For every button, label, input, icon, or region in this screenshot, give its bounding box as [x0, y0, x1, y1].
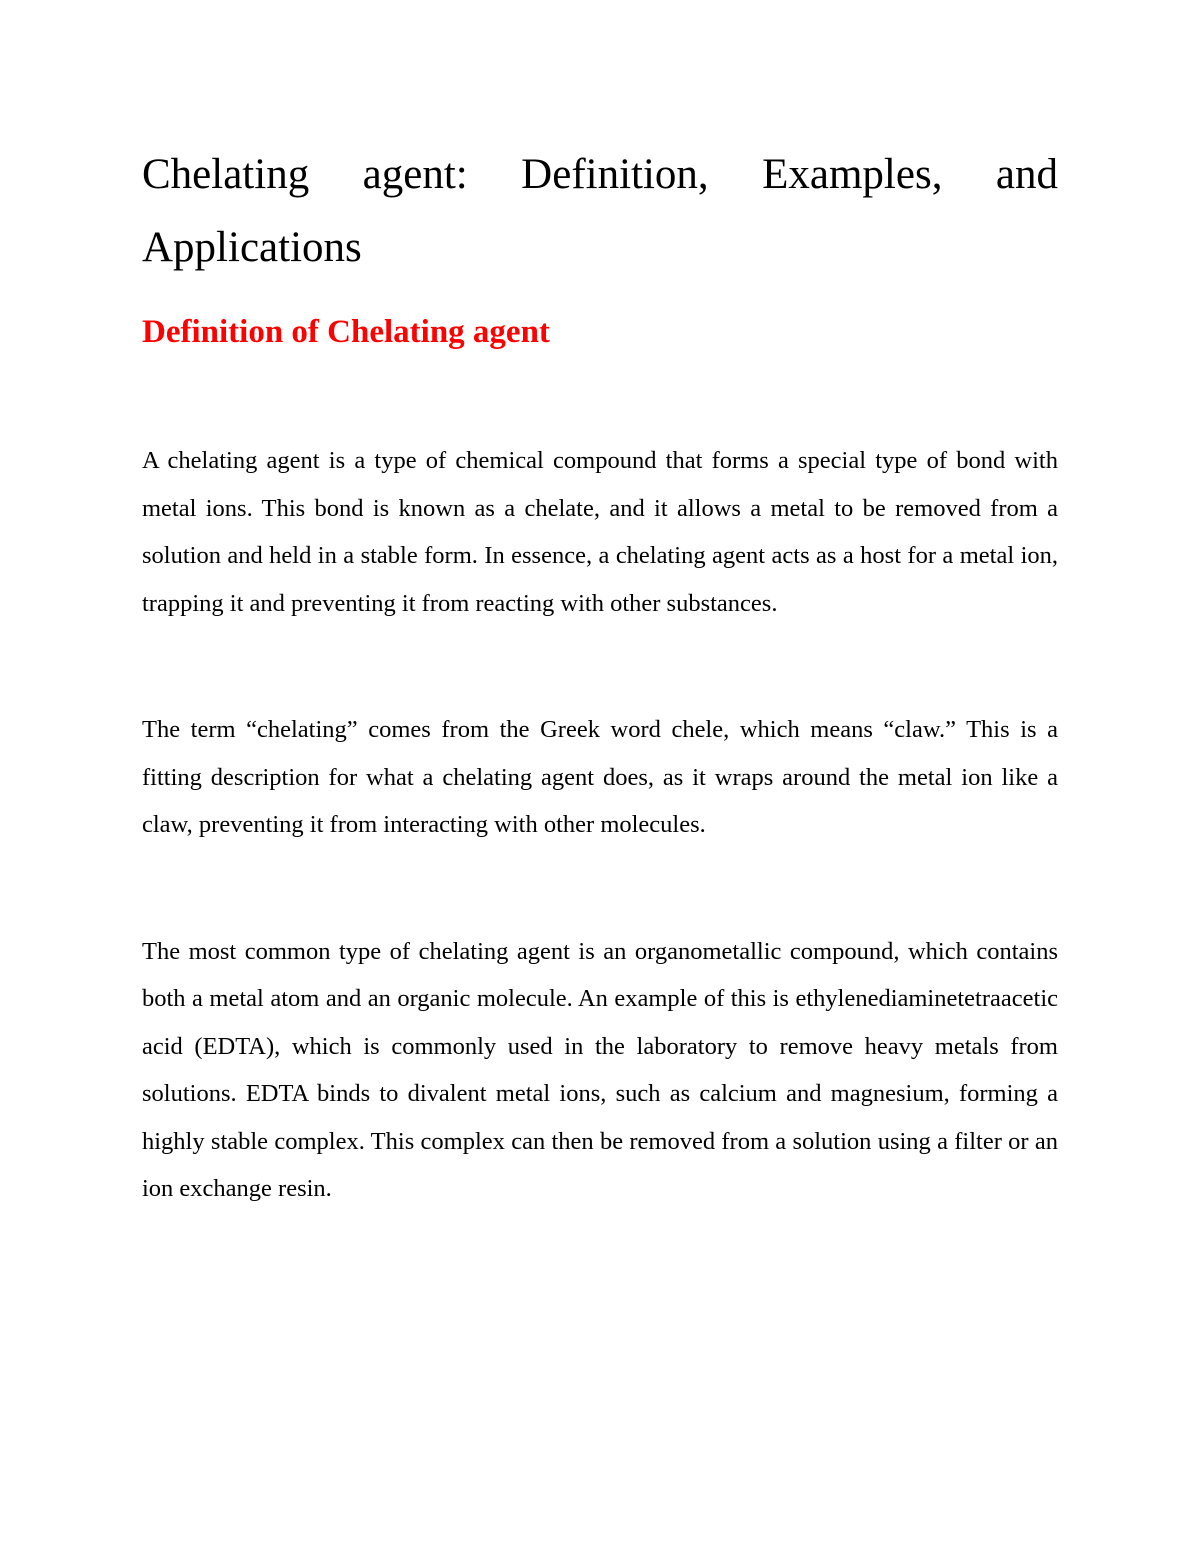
paragraph-edta-example: The most common type of chelating agent is an organometallic compound, which contains both a metal atom and an organic molecule. An example of this is ethylenediaminetetraacetic acid (EDTA), which is commonly used in the laboratory to remove heavy metals from solutions. EDTA binds to divalent metal ions, such as calcium and magnesium, forming a highly stable complex. This complex can then be removed from a solution using a filter or an ion exchange resin.: [142, 937, 1058, 1202]
paragraph-definition: A chelating agent is a type of chemical compound that forms a special type of bond with metal ions. This bond is known as a chelate, and it allows a metal to be removed from a solution and held in a stable form. In essence, a chelating agent acts as a host for a metal ion, trapping it and preventing it from reacting with other substances.: [142, 447, 1058, 617]
section-heading-definition: Definition of Chelating agent: [142, 314, 550, 350]
document-body: [142, 138, 1058, 1213]
document-title: Chelating agent: Definition, Examples, and Applications: [142, 151, 1058, 271]
paragraph-etymology: The term “chelating” comes from the Greek word chele, which means “claw.” This is a fitting description for what a chelating agent does, as it wraps around the metal ion like a claw, preventing it from interacting with other molecules.: [142, 716, 1058, 838]
